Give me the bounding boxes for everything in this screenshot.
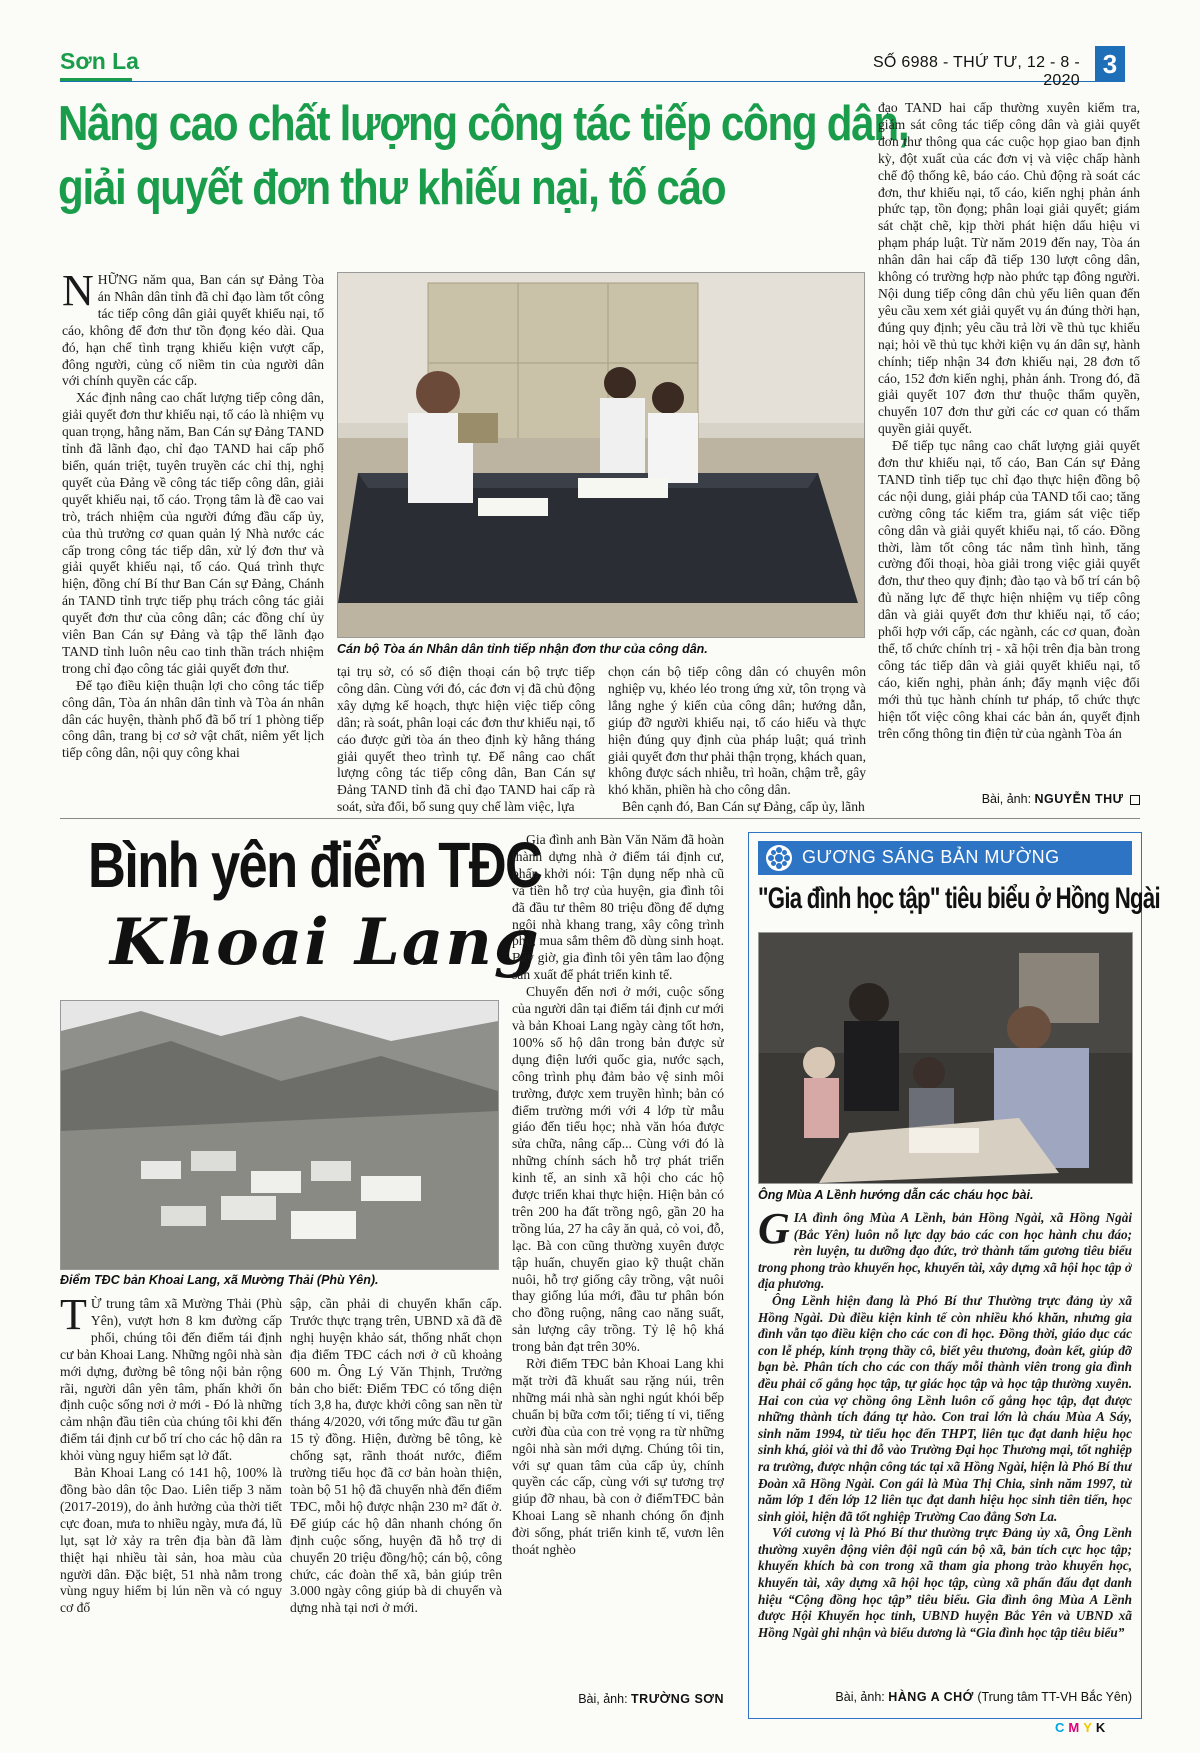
- article1-col1-p3: Để tạo điều kiện thuận lợi cho công tác tiếp công dân, Tòa án nhân dân tỉnh và Tòa án nhân dân các huyện, thành phố đã bố trí 1 phòng tiếp công dân, trang bị cơ sở vật chất, niêm yết lịch tiếp công dân, nội quy công khai: [62, 677, 324, 761]
- section-label-text: Sơn La: [60, 48, 139, 74]
- cmyk-k: K: [1095, 1720, 1110, 1735]
- section-label: [60, 48, 139, 75]
- article2-photo-caption: Điểm TĐC bản Khoai Lang, xã Mường Thải (Phù Yên).: [60, 1273, 379, 1287]
- article1-col3-p2: Bên cạnh đó, Ban Cán sự Đảng, cấp ủy, lãnh: [622, 799, 865, 814]
- article1-col1-p2: Xác định nâng cao chất lượng tiếp công dân, giải quyết đơn thư khiếu nại, tố cáo là nhiệm vụ quan trọng, hằng năm, Ban Cán sự Đảng TAND tỉnh đã lãnh đạo, chỉ đạo TAND hai cấp phổ biến, quán triệt, tuyên truyền các chỉ thị, nghị quyết của Đảng về công tác tiếp công dân, giải quyết khiếu nại, tố cáo. Trọng tâm là đề cao vai trò, trách nhiệm của người đứng đầu cấp ủy, của thủ trưởng cơ quan quản lý Nhà nước các cấp trong công tác tiếp dân, xử lý đơn thư và giải quyết khiếu nại, tố cáo. Quá trình thực hiện, đồng chí Bí thư Ban Cán sự Đảng, Chánh án TAND tỉnh trực tiếp phụ trách công tác giải quyết đơn thư của công dân; các đồng chí ủy viên Ban Cán sự Đảng và tập thể lãnh đạo TAND tỉnh luôn nêu cao tinh thần trách nhiệm trong chỉ đạo công tác giải quyết đơn thư.: [62, 390, 324, 676]
- article3-p1: IA đình ông Mùa A Lềnh, bản Hồng Ngài, xã Hồng Ngài (Bắc Yên) luôn nỗ lực dạy bảo các con học hành chu đáo; rèn luyện, tu dưỡng đạo đức, trở thành tấm gương tiêu biểu trong phong trào khuyến học, khuyến tài, xây dựng xã hội học tập ở địa phương.: [758, 1210, 1132, 1292]
- cmyk-c: C: [1055, 1720, 1069, 1735]
- end-mark-icon: [1130, 795, 1140, 805]
- article3-p2: Ông Lềnh hiện đang là Phó Bí thư Thường trực đảng ủy xã Hồng Ngài. Dù điều kiện kinh tế còn nhiều khó khăn, nhưng gia đình vẫn tạo điều kiện cho các con đi học. Đồng thời, giáo dục các con lễ phép, kính trọng thầy cô, biết yêu thương, đoàn kết, giúp đỡ bạn bè. Phân tích cho các con thấy mỗi thành viên trong gia đình đều phải cố gắng học tập, tự giác học tập và học tập thường xuyên. Hai con của vợ chồng ông Lềnh luôn cố gắng học tập, đạt được những thành tích đáng tự hào. Con trai lớn là cháu Mùa A Sáy, sinh năm 1994, từ tiểu học đến THPT, liên tục đạt danh hiệu học sinh khá, giỏi và thi đỗ vào Trường Đại học Thương mại, tốt nghiệp ra trường, được nhận công tác tại xã Hồng Ngài, hiện là Phó Bí thư Đoàn xã Hồng Ngài. Con gái là Mùa Thị Chia, sinh năm 1997, từ năm lớp 1 đến lớp 12 liên tục đạt danh hiệu học sinh tiên tiến, học sinh giỏi, hiện đã tốt nghiệp Trường Cao đẳng Sơn La.: [758, 1292, 1132, 1524]
- article2-col1-p2: Bản Khoai Lang có 141 hộ, 100% là đồng bào dân tộc Dao. Liên tiếp 3 năm (2017-2019), do ảnh hưởng của thời tiết cực đoan, mưa to nhiều ngày, mưa đá, lũ lụt, sạt lở xảy ra trên địa bàn đã làm thiệt hại nhiều tài sản, hoa màu của người dân. Đặc biệt, 51 nhà nằm trong vùng nguy hiểm bị lún nền và có nguy cơ đổ: [60, 1465, 282, 1616]
- page-number: 3: [1102, 49, 1118, 79]
- article2-col1: [60, 1296, 282, 1714]
- article2-photo: [60, 1000, 499, 1270]
- article1-col2: [337, 664, 595, 814]
- article1-col2-text: tại trụ sở, có số điện thoại cán bộ trực tiếp công dân. Cùng với đó, các đơn vị đã chủ động xây dựng kế hoạch, thực hiện việc tiếp công dân; rà soát, phân loại các đơn thư khiếu nại, tố cáo được gửi tòa án theo định kỳ hằng tháng giải quyết theo trình tự. Để nâng cao chất lượng công tác tiếp công dân, Ban Cán sự Đảng TAND tỉnh đã chỉ đạo TAND hai cấp rà soát, sửa đổi, bổ sung quy chế làm việc, lựa: [337, 664, 595, 814]
- article2-byline: [512, 1692, 724, 1706]
- article1-title-line1: Nâng cao chất lượng công tác tiếp công dân,: [58, 97, 909, 151]
- article1-col3-p1: chọn cán bộ tiếp công dân có chuyên môn nghiệp vụ, khéo léo trong ứng xử, tôn trọng và lắng nghe ý kiến của công dân; hướng dẫn, giúp đỡ người khiếu nại, tố cáo hiểu và thực hiện đúng quy định của pháp luật; quá trình giải quyết đơn thư phải thận trọng, khách quan, không được sách nhiễu, trì hoãn, chậm trễ, gây khó khăn, phiền hà cho công dân.: [608, 664, 866, 798]
- section-divider: [60, 818, 1140, 819]
- article1-col1-p1: HỮNG năm qua, Ban cán sự Đảng Tòa án Nhân dân tỉnh đã chỉ đạo làm tốt công tác tiếp công dân giải quyết khiếu nại, tố cáo, không để đơn thư tồn đọng kéo dài. Qua đó, hạn chế tình trạng khiếu kiện vượt cấp, đông người, củng cố niềm tin của người dân với chính quyền các cấp.: [62, 272, 324, 389]
- article3-byline: [758, 1690, 1132, 1704]
- article3-body: [758, 1210, 1132, 1684]
- article3-byline-author: HÀNG A CHỚ: [888, 1690, 974, 1704]
- page-number-badge: [1095, 46, 1125, 82]
- article1-title-line2: giải quyết đơn thư khiếu nại, tố cáo: [58, 161, 726, 215]
- article3-photo-caption: Ông Mùa A Lềnh hướng dẫn các cháu học bài.: [758, 1188, 1034, 1202]
- article2-dropcap: T: [60, 1296, 87, 1339]
- article2-col2-text: sập, cần phải di chuyển khẩn cấp. Trước thực trạng trên, UBND xã đã đề nghị huyện khảo sát, thống nhất chọn địa điểm TĐC cách nơi ở cũ khoảng 600 m. Ông Lý Văn Thịnh, Trưởng bản cho biết: Điểm TĐC có tổng diện tích 3,8 ha, được khởi công san nền từ tháng 4/2020, với tổng mức đầu tư gần 15 tỷ đồng. Hiện, đường bê tông, kè chống sạt, rãnh thoát nước, điểm trường tiểu học đã cơ bản hoàn thiện, toàn bộ 51 hộ đã chuyển nhà đến điểm TĐC, mỗi hộ được nhận 230 m² đất ở. Để giúp các hộ dân nhanh chóng ổn định cuộc sống, huyện đã hỗ trợ di chuyển 20 triệu đồng/hộ; cán bộ, công chức, các đoàn thể xã, bản giúp trên 3.000 ngày công giúp bà di chuyển và dựng nhà tại nơi ở mới.: [290, 1296, 502, 1616]
- article2-title-line1: Bình yên điểm TĐC: [88, 829, 542, 901]
- article2-byline-author: TRƯỜNG SƠN: [631, 1692, 724, 1706]
- article1-title: [58, 92, 909, 220]
- article2-col3-p2: Chuyển đến nơi ở mới, cuộc sống của người dân tại điểm tái định cư mới và bản Khoai Lang ngày càng tốt hơn, 100% số hộ dân trong bản được sử dụng điện lưới quốc gia, nước sạch, công trình phụ đảm bảo vệ sinh môi trường, được xem truyền hình; bản có điểm trường mới với 4 lớp từ mẫu giáo đến tiểu học; nhà văn hóa được sửa chữa, nâng cấp... Cùng với đó là những chính sách hỗ trợ phát triển kinh tế, an sinh xã hội cho các hộ được triển khai thực hiện. Hiện bản có trên 200 ha đất trồng ngô, gần 20 ha trồng lúa, 27 ha cây ăn quả, cỏ voi, đỗ, lạc. Bà con cũng thường xuyên được tập huấn, chuyển giao kỹ thuật chăn nuôi, hỗ trợ giống cây trồng, vật nuôi thay giống lúa mới, đầu tư phân bón cho đồng ruộng, nâng cao năng suất, sản lượng cây trồng. Tỷ lệ hộ khá trong bản đạt trên 30%.: [512, 984, 724, 1355]
- article1-col1: [62, 272, 324, 812]
- family-study-photo: [759, 933, 1132, 1183]
- court-reception-photo: [338, 273, 864, 637]
- article2-col3: [512, 832, 724, 1684]
- article3-byline-prefix: Bài, ảnh:: [835, 1690, 885, 1704]
- article2-byline-prefix: Bài, ảnh:: [578, 1692, 628, 1706]
- article3-byline-suffix: (Trung tâm TT-VH Bắc Yên): [977, 1690, 1132, 1704]
- article2-col1-p1: Ừ trung tâm xã Mường Thải (Phù Yên), vượt hơn 8 km đường cấp phối, chúng tôi đến điểm tái định cư bản Khoai Lang. Những ngôi nhà sàn mới dựng, đường bê tông nội bản rộng rãi, người dân yên tâm, phấn khởi ổn định cuộc sống nơi ở mới - Đó là những cảm nhận đầu tiên của chúng tôi khi đến điểm tái định cư bố trí cho các hộ dân ra khỏi vùng nguy hiểm sạt lở đất.: [60, 1296, 282, 1464]
- flower-icon: [766, 845, 792, 871]
- article1-col3: [608, 664, 866, 814]
- issue-info: SỐ 6988 - THỨ TƯ, 12 - 8 - 2020: [872, 54, 1080, 89]
- article3-banner: [758, 841, 1132, 875]
- article1-col4-p1: đạo TAND hai cấp thường xuyên kiểm tra, giám sát công tác tiếp công dân và giải quyết đơn thư thông qua các cuộc họp giao ban định kỳ, đột xuất của các đơn vị và việc chấp hành chế độ thống kê, báo cáo. Chủ động rà soát các đơn, thư khiếu nại, tố cáo, kiến nghị phản ánh phức tạp, tồn đọng; phân loại giải quyết; giám sát chặt chẽ, kịp thời phát hiện dấu hiệu vi phạm pháp luật. Từ năm 2019 đến nay, Tòa án nhân dân hai cấp đã tiếp 130 lượt công dân, không có trường hợp nào phức tạp đông người. Nội dung tiếp công dân chủ yếu liên quan đến yêu cầu xem xét giải quyết vụ án đúng thời hạn, đúng quy định; yêu cầu trả lời về thủ tục khiếu nại; hỏi về thủ tục khởi kiện vụ án dân sự, hành chính; tiếp nhận 34 đơn khiếu nại, 28 đơn tố cáo, 152 đơn kiến nghị, phản ánh. Trong đó, đã giải quyết 107 đơn thư thuộc thẩm quyền, chuyển 107 đơn thư gửi các cơ quan có thẩm quyền giải quyết.: [878, 100, 1140, 437]
- cmyk-m: M: [1068, 1720, 1084, 1735]
- article1-byline: [878, 792, 1140, 806]
- article3-banner-text: GƯƠNG SÁNG BẢN MƯỜNG: [802, 847, 1060, 867]
- article3-photo: [758, 932, 1133, 1184]
- article2-col2: [290, 1296, 502, 1714]
- article1-photo: [337, 272, 865, 638]
- article3-p3: Với cương vị là Phó Bí thư thường trực Đảng ủy xã, Ông Lềnh thường xuyên động viên đội ngũ cán bộ xã, bản tích cực học tập; khuyến khích bà con trong xã tham gia phong trào khuyến học, khuyến tài, xây dựng xã hội học tập, cùng xã phấn đấu đạt danh hiệu “Cộng đồng học tập” tiêu biểu. Gia đình ông Mùa A Lềnh được Hội Khuyến học tỉnh, UBND huyện Bắc Yên và UBND xã Hồng Ngài ghi nhận và biểu dương là “Gia đình học tập tiêu biểu”: [758, 1525, 1132, 1640]
- article2-col3-p1: Gia đình anh Bàn Văn Năm đã hoàn thành dựng nhà ở điểm tái định cư, phấn khởi nói: Tận dụng nếp nhà cũ và tiền hỗ trợ của huyện, gia đình tôi đã đầu tư thêm 80 triệu đồng để dựng ngôi nhà khang trang, xây công trình phụ, mua sắm thêm đồ dùng sinh hoạt. Bây giờ, gia đình tôi yên tâm lao động sản xuất để phát triển kinh tế.: [512, 832, 724, 983]
- cmyk-y: Y: [1083, 1720, 1096, 1735]
- article2-title-line2: Khoai Lang: [110, 905, 541, 980]
- article1-byline-author: NGUYỄN THƯ: [1034, 792, 1124, 806]
- article3-title: "Gia đình học tập" tiêu biểu ở Hồng Ngài: [758, 882, 1160, 915]
- cmyk-marks: [1055, 1720, 1109, 1735]
- article2-col3-p3: Rời điểm TĐC bản Khoai Lang khi mặt trời đã khuất sau rặng núi, trên những mái nhà sàn nghi ngút khói bếp chuẩn bị bữa cơm tối; tiếng tí vi, tiếng cười đùa của con trẻ vọng ra từ những ngôi nhà sàn mới dựng. Chúng tôi tin, với sự quan tâm của cấp ủy, chính quyền các cấp, cùng với sự tương trợ giúp đỡ nhau, bà con ở điểmTĐC bản Khoai Lang sẽ nhanh chóng ổn định đời sống, phát triển kinh tế, vươn lên thoát nghèo: [512, 1356, 724, 1558]
- article1-col4: [878, 100, 1140, 792]
- village-landscape-photo: [61, 1001, 498, 1269]
- article1-dropcap: N: [62, 272, 94, 315]
- article1-byline-prefix: Bài, ảnh:: [981, 792, 1032, 806]
- article1-col4-p2: Để tiếp tục nâng cao chất lượng giải quyết đơn thư khiếu nại, tố cáo, Ban Cán sự Đảng TAND tỉnh tiếp tục chỉ đạo thực hiện đồng bộ các nội dung, giải pháp của TAND tối cao; tăng cường công tác kiểm tra, giám sát việc tiếp công dân và giải quyết khiếu nại, tố cáo. Đồng thời, làm tốt công tác nắm tình hình, tăng cường đối thoại, hòa giải trong việc giải quyết đơn, thư theo quy định; đào tạo và bố trí cán bộ đủ năng lực để thực hiện nhiệm vụ tiếp công dân và giải quyết đơn thư khiếu nại, tố cáo; phối hợp với cấp, các ngành, các cơ quan, đoàn thể, tổ chức chính trị - xã hội trên địa bàn trong công tác tiếp dân và giải quyết khiếu nại, tố cáo, kiến nghị, phản ánh; đẩy mạnh việc đổi mới thủ tục hành chính tư pháp, tổ chức thực hiện tốt việc công khai các bản án, quyết định trên cổng thông tin điện tử của ngành Tòa án: [878, 438, 1140, 741]
- article1-photo-caption: Cán bộ Tòa án Nhân dân tỉnh tiếp nhận đơn thư của công dân.: [337, 642, 708, 656]
- article3-dropcap: G: [758, 1210, 790, 1253]
